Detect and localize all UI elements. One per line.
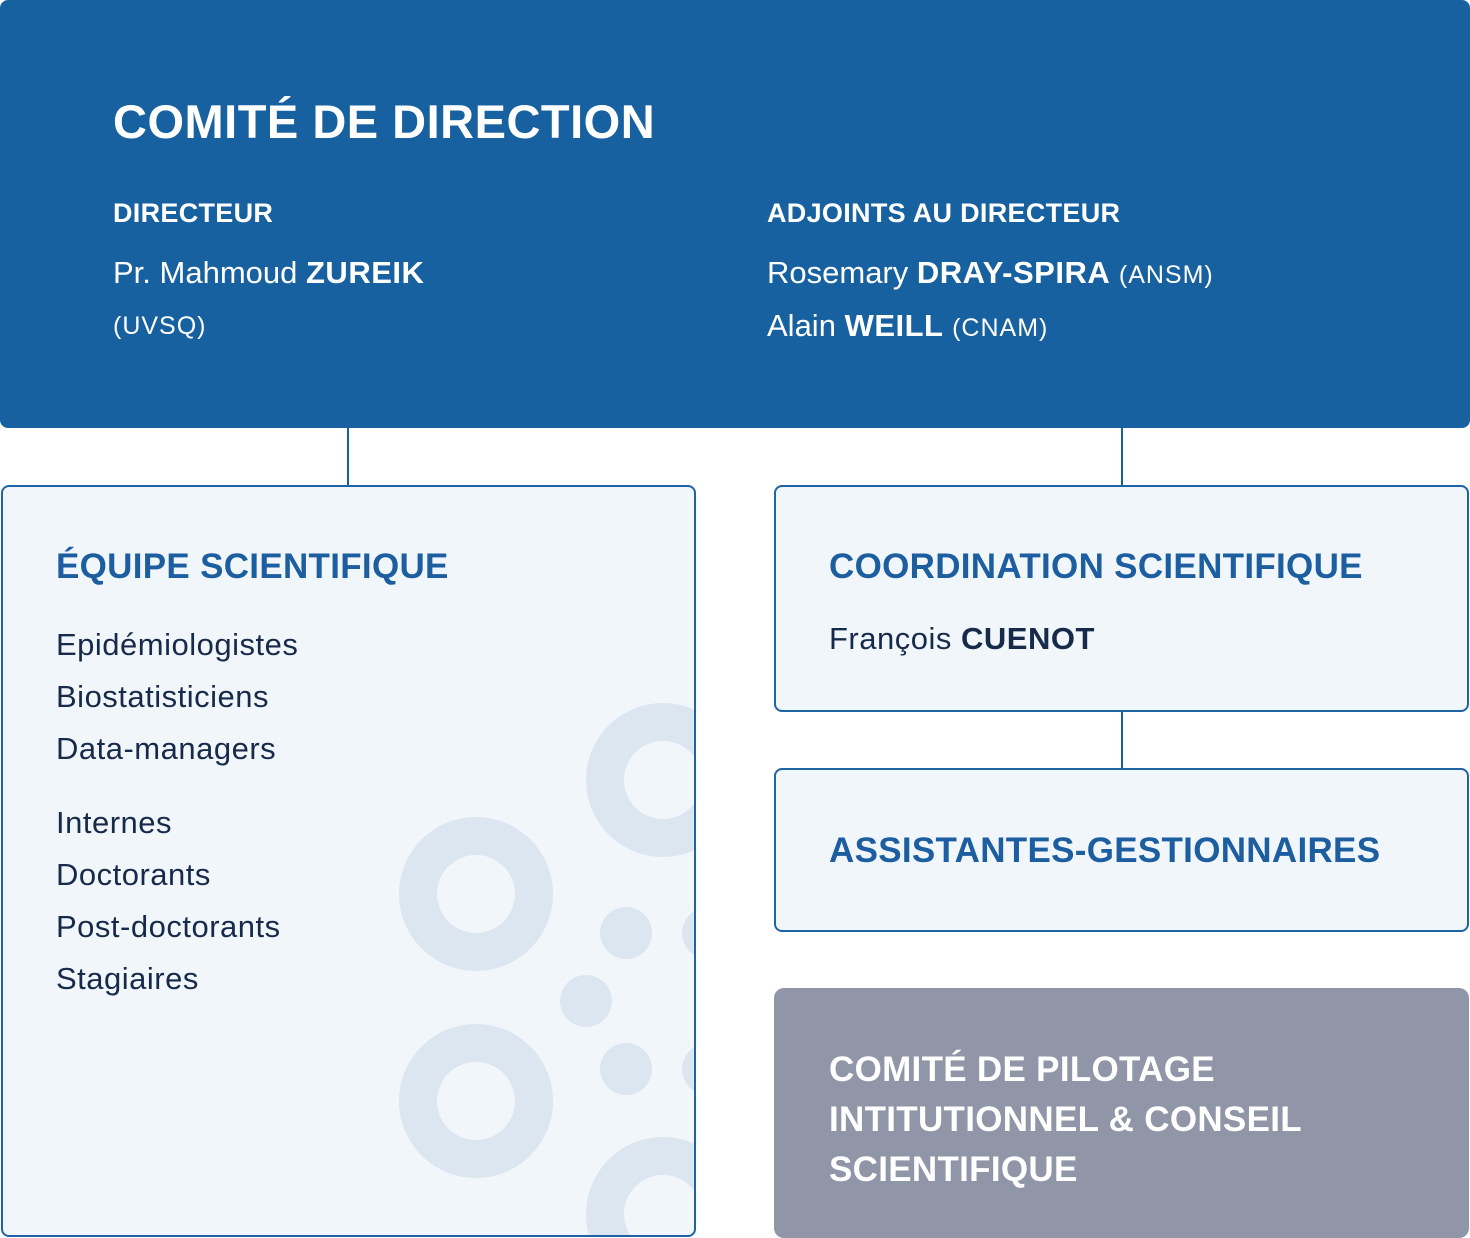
connector-line [1121, 712, 1123, 768]
assistantes-title: ASSISTANTES-GESTIONNAIRES [829, 831, 1381, 870]
dot-decoration [560, 975, 612, 1027]
ring-decoration [399, 1024, 553, 1178]
pilotage-title-line: SCIENTIFIQUE [829, 1150, 1078, 1189]
equipe-list-item: Stagiaires [56, 961, 199, 996]
dot-decoration [600, 907, 652, 959]
adjoint-first-name: Rosemary [767, 255, 909, 290]
adjoint-item [767, 255, 1214, 291]
equipe-list-item: Post-doctorants [56, 909, 281, 944]
dot-decoration [682, 907, 696, 959]
pilotage-title-line: INTITUTIONNEL & CONSEIL [829, 1100, 1302, 1139]
coordination-surname: CUENOT [961, 621, 1095, 656]
assistantes-box [774, 768, 1469, 932]
ring-decoration [399, 817, 553, 971]
adjoint-org: (CNAM) [952, 314, 1049, 342]
dot-decoration [682, 1043, 696, 1095]
coordination-box [774, 485, 1469, 712]
connector-line [347, 428, 349, 485]
ring-decoration [586, 1137, 696, 1237]
directeur-prefix: Pr. Mahmoud [113, 255, 298, 290]
directeur-org: (UVSQ) [113, 312, 207, 340]
equipe-list-item: Internes [56, 805, 173, 840]
adjoints-label: ADJOINTS AU DIRECTEUR [767, 198, 1121, 228]
coordination-person [829, 621, 1095, 657]
equipe-scientifique-box [1, 485, 696, 1237]
coordination-first-name: François [829, 621, 952, 656]
pilotage-title-line: COMITÉ DE PILOTAGE [829, 1050, 1215, 1089]
comite-direction-title: COMITÉ DE DIRECTION [113, 95, 656, 148]
adjoint-first-name: Alain [767, 308, 836, 343]
equipe-list-item: Epidémiologistes [56, 627, 299, 662]
coordination-title: COORDINATION SCIENTIFIQUE [829, 547, 1363, 586]
comite-pilotage-box [774, 988, 1469, 1238]
directeur-name [113, 255, 424, 291]
dot-decoration [600, 1043, 652, 1095]
equipe-title: ÉQUIPE SCIENTIFIQUE [56, 547, 449, 586]
adjoint-surname: DRAY-SPIRA [916, 255, 1111, 290]
connector-line [1121, 428, 1123, 485]
adjoint-org: (ANSM) [1118, 261, 1214, 289]
adjoint-item [767, 308, 1048, 344]
adjoint-surname: WEILL [844, 308, 944, 343]
directeur-label: DIRECTEUR [113, 198, 274, 228]
equipe-list-item: Biostatisticiens [56, 679, 270, 714]
equipe-list-item: Data-managers [56, 731, 277, 766]
directeur-surname: ZUREIK [306, 255, 425, 290]
equipe-list-item: Doctorants [56, 857, 211, 892]
comite-direction-box [0, 0, 1470, 428]
ring-decoration [586, 703, 696, 857]
